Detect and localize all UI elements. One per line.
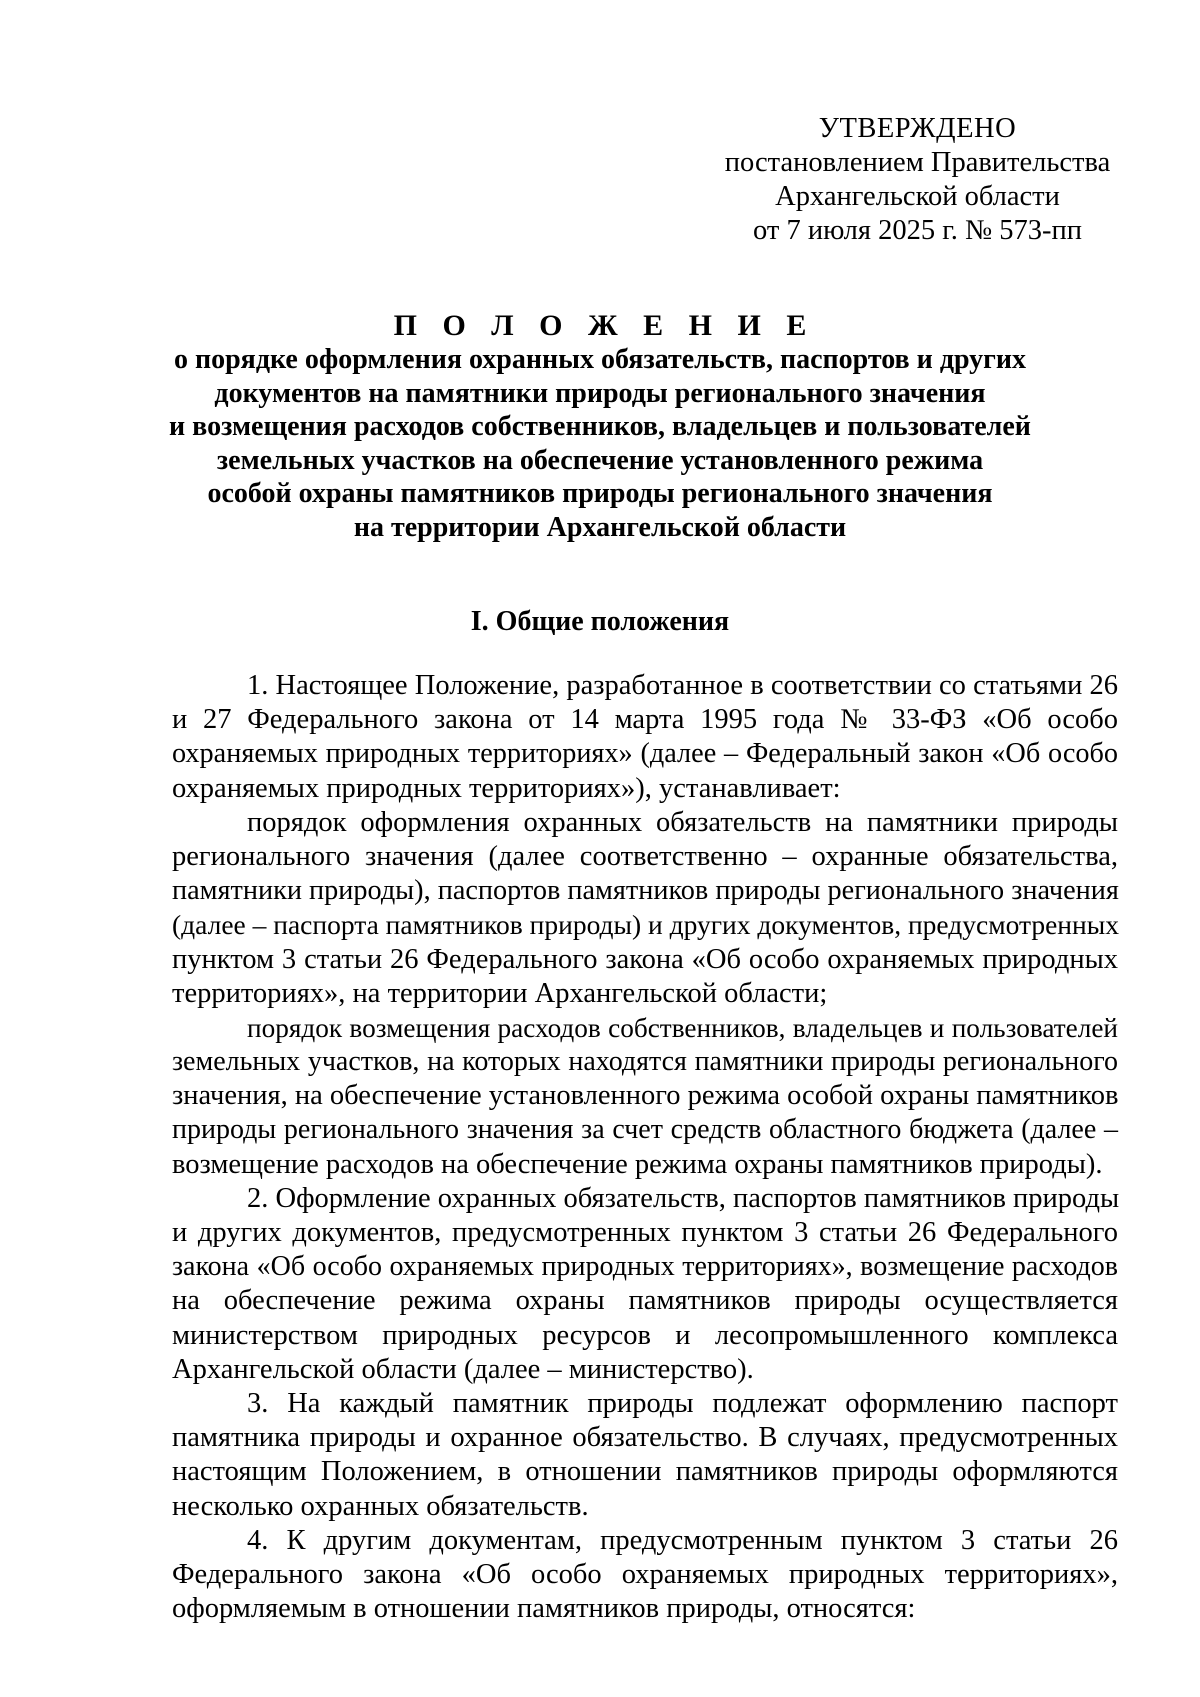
document-body	[172, 669, 1118, 1626]
text-line: территориях», на территории Архангельской области;	[172, 977, 828, 1009]
approval-stamp	[715, 112, 1120, 248]
document-subtitle	[150, 343, 1050, 544]
paragraph-4	[172, 1524, 1118, 1627]
text-line: природы регионального значения за счет средств областного бюджета (далее –	[172, 1114, 1118, 1146]
subtitle-line: на территории Архангельской области	[353, 511, 847, 543]
subtitle-line: земельных участков на обеспечение установленного режима	[216, 444, 984, 476]
text-line: (далее – паспорта памятников природы) и других документов, предусмотренных	[172, 909, 1119, 941]
paragraph-1	[172, 669, 1118, 806]
text-line: Архангельской области (далее – министерство).	[172, 1353, 754, 1385]
text-line: 3. На каждый памятник природы подлежат оформлению паспорт	[247, 1387, 1118, 1419]
approval-date: от 7 июля 2025 г. № 573-пп	[752, 215, 1083, 246]
text-line: несколько охранных обязательств.	[172, 1490, 589, 1522]
text-line: порядок возмещения расходов собственников, владельцев и пользователей	[247, 1012, 1118, 1043]
paragraph-2	[172, 1182, 1118, 1387]
text-line: министерством природных ресурсов и лесопромышленного комплекса	[172, 1319, 1118, 1351]
document-title	[150, 309, 1050, 544]
text-line: пунктом 3 статьи 26 Федерального закона «Об особо охраняемых природных	[172, 943, 1118, 975]
text-line: и других документов, предусмотренных пунктом 3 статьи 26 Федерального	[172, 1217, 1118, 1248]
document-type: П О Л О Ж Е Н И Е	[393, 309, 816, 342]
text-line: порядок оформления охранных обязательств на памятники природы	[247, 806, 1118, 838]
text-line: возмещение расходов на обеспечение режима охраны памятников природы).	[172, 1148, 1103, 1180]
text-line: значения, на обеспечение установленного режима особой охраны памятников	[172, 1080, 1119, 1112]
text-line: 2. Оформление охранных обязательств, паспортов памятников природы	[247, 1182, 1120, 1214]
paragraph-3	[172, 1387, 1118, 1524]
text-line: памятника природы и охранное обязательство. В случаях, предусмотренных	[172, 1422, 1118, 1454]
text-line: охраняемых природных территориях» (далее – Федеральный закон «Об особо	[172, 738, 1118, 770]
text-line: закона «Об особо охраняемых природных территориях», возмещение расходов	[172, 1251, 1118, 1283]
text-line: охраняемых природных территориях»), устанавливает:	[172, 772, 841, 804]
text-line: оформляемым в отношении памятников природы, относятся:	[172, 1593, 916, 1625]
approval-label: УТВЕРЖДЕНО	[818, 113, 1017, 144]
text-line: на обеспечение режима охраны памятников природы осуществляется	[172, 1285, 1118, 1317]
text-line: 4. К другим документам, предусмотренным пунктом 3 статьи 26	[247, 1524, 1118, 1556]
text-line: 1. Настоящее Положение, разработанное в соответствии со статьями 26	[247, 670, 1118, 701]
text-line: земельных участков, на которых находятся памятники природы регионального	[172, 1046, 1118, 1078]
text-line: памятники природы), паспортов памятников природы регионального значения	[172, 875, 1119, 907]
section-heading: I. Общие положения	[470, 606, 730, 637]
approval-line: Архангельской области	[775, 181, 1060, 212]
paragraph-1a	[172, 806, 1118, 1011]
text-line: настоящим Положением, в отношении памятников природы оформляются	[172, 1456, 1118, 1488]
text-line: регионального значения (далее соответственно – охранные обязательства,	[172, 840, 1118, 872]
subtitle-line: и возмещения расходов собственников, владельцев и пользователей	[169, 411, 1031, 442]
approval-line: постановлением Правительства	[724, 147, 1111, 178]
text-line: Федерального закона «Об особо охраняемых природных территориях»,	[172, 1558, 1118, 1590]
subtitle-line: документов на памятники природы регионального значения	[214, 377, 986, 409]
paragraph-1b	[172, 1011, 1118, 1182]
subtitle-line: особой охраны памятников природы регионального значения	[207, 478, 993, 509]
subtitle-line: о порядке оформления охранных обязательств, паспортов и других	[173, 344, 1027, 375]
text-line: и 27 Федерального закона от 14 марта 1995 года № 33-ФЗ «Об особо	[172, 704, 1118, 736]
